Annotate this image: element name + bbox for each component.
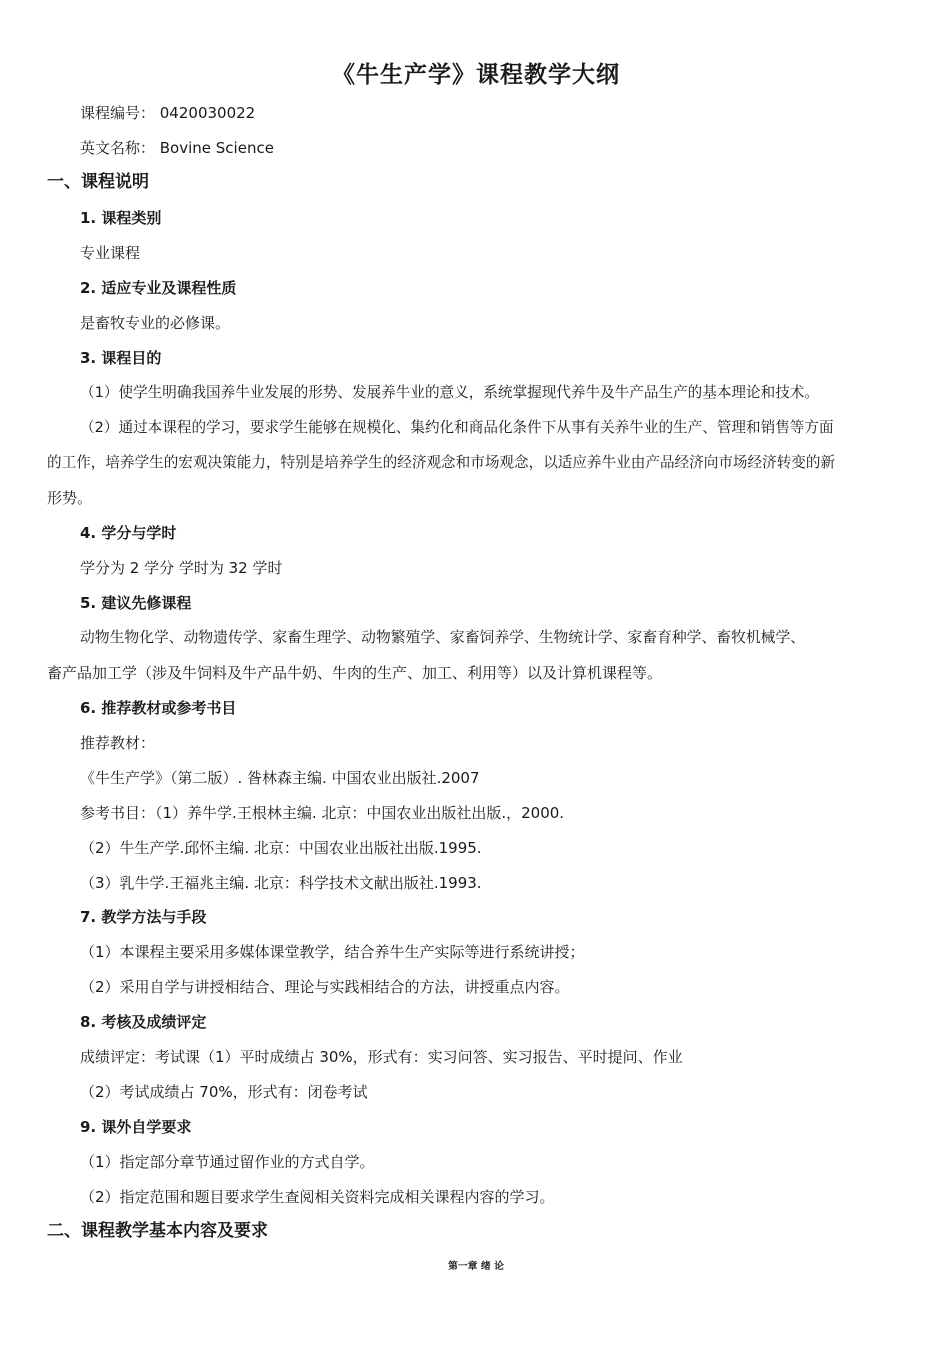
item-8-line-1: 成绩评定：考试课（1）平时成绩占 30%，形式有：实习问答、实习报告、平时提问、作业 [80, 1048, 683, 1066]
item-6-line-1: 推荐教材： [80, 734, 156, 752]
item-3-heading: 3. 课程目的 [80, 349, 162, 367]
item-9-line-1: （1）指定部分章节通过留作业的方式自学。 [80, 1153, 375, 1171]
item-6-heading: 6. 推荐教材或参考书目 [80, 699, 237, 717]
item-4-heading: 4. 学分与学时 [80, 524, 177, 542]
item-3-paragraph-2-line-1: （2）通过本课程的学习，要求学生能够在规模化、集约化和商品化条件下从事有关养牛业的生产、管理和销售等方面 [80, 419, 834, 436]
item-6-line-2: 《牛生产学》（第二版）. 昝林森主编. 中国农业出版社.2007 [80, 769, 480, 787]
item-7-heading: 7. 教学方法与手段 [80, 908, 207, 926]
item-9-line-2: （2）指定范围和题目要求学生查阅相关资料完成相关课程内容的学习。 [80, 1188, 555, 1206]
item-5-line-1: 动物生物化学、动物遗传学、家畜生理学、动物繁殖学、家畜饲养学、生物统计学、家畜育种学、畜牧机械学、 [80, 629, 806, 646]
item-6-line-4: （2）牛生产学.邱怀主编. 北京：中国农业出版社出版.1995. [80, 839, 482, 857]
item-8-line-2: （2）考试成绩占 70%，形式有：闭卷考试 [80, 1083, 368, 1101]
document-title: 《牛生产学》课程教学大纲 [332, 62, 620, 88]
item-9-heading: 9. 课外自学要求 [80, 1118, 192, 1136]
chapter-1-heading: 第一章 绪 论 [448, 1261, 504, 1272]
item-3-paragraph-2-line-3: 形势。 [47, 489, 93, 507]
item-2-heading: 2. 适应专业及课程性质 [80, 279, 237, 297]
course-code: 课程编号： 0420030022 [80, 104, 256, 122]
section-2-heading: 二、课程教学基本内容及要求 [47, 1221, 268, 1241]
item-6-line-5: （3）乳牛学.王福兆主编. 北京：科学技术文献出版社.1993. [80, 874, 482, 892]
item-7-line-1: （1）本课程主要采用多媒体课堂教学，结合养牛生产实际等进行系统讲授； [80, 943, 585, 961]
section-1-heading: 一、课程说明 [47, 172, 149, 192]
item-3-paragraph-1: （1）使学生明确我国养牛业发展的形势、发展养牛业的意义，系统掌握现代养牛及牛产品生产的基本理论和技术。 [80, 384, 819, 401]
item-1-text: 专业课程 [80, 244, 141, 262]
english-name: 英文名称： Bovine Science [80, 139, 274, 157]
item-5-line-2: 畜产品加工学（涉及牛饲料及牛产品牛奶、牛肉的生产、加工、利用等）以及计算机课程等。 [47, 664, 663, 682]
item-4-text: 学分为 2 学分 学时为 32 学时 [80, 559, 283, 577]
item-3-paragraph-2-line-2: 的工作，培养学生的宏观决策能力，特别是培养学生的经济观念和市场观念，以适应养牛业由产品经济向市场经济转变的新 [47, 454, 836, 471]
item-7-line-2: （2）采用自学与讲授相结合、理论与实践相结合的方法，讲授重点内容。 [80, 978, 570, 996]
item-6-line-3: 参考书目：（1）养牛学.王根林主编. 北京：中国农业出版社出版.，2000. [80, 804, 565, 822]
item-2-text: 是畜牧专业的必修课。 [80, 314, 231, 332]
item-8-heading: 8. 考核及成绩评定 [80, 1013, 207, 1031]
item-1-heading: 1. 课程类别 [80, 209, 162, 227]
item-5-heading: 5. 建议先修课程 [80, 594, 192, 612]
